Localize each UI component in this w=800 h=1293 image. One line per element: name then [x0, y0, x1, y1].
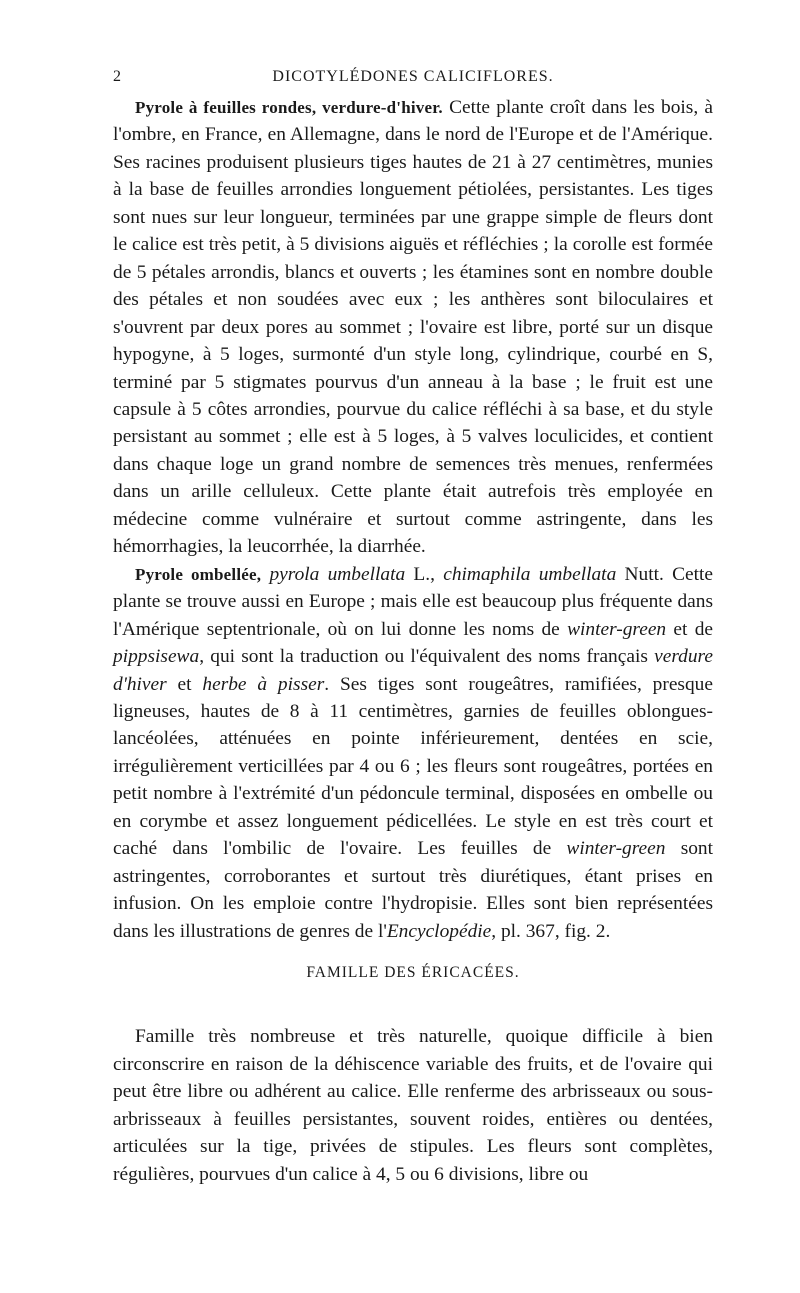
- paragraph-pyrole-rondes: [113, 94, 713, 561]
- vernacular-name: verdure d'hiver: [113, 646, 713, 695]
- work-title: Encyclopédie: [386, 920, 492, 942]
- running-head: [113, 62, 713, 92]
- paragraph-ericacees: Famille très nombreuse et très naturelle, quoique difficile à bien circonscrire en raison de la déhiscence variable des fruits, et de l'ovaire qui peut être libre ou adhérent au calice. Elle renferme des arbrisseaux ou sous-arbrisseaux à feuilles persistantes, souvent roides, entières ou dentées, articulées sur la tige, privées de stipules. Les fleurs sont complètes, régulières, pourvues d'un calice à 4, 5 ou 6 divisions, libre ou: [113, 1026, 713, 1185]
- species-name: pyrola umbellata: [261, 563, 406, 585]
- vernacular-name: pippsisewa: [113, 646, 200, 668]
- paragraph-text: , pl. 367, fig. 2.: [491, 920, 611, 942]
- paragraph-text: et de: [666, 618, 714, 640]
- vernacular-name: herbe à pisser: [202, 673, 325, 695]
- vernacular-name: winter-green: [566, 838, 666, 860]
- vernacular-name: winter-green: [567, 618, 667, 640]
- paragraph-text: Cette plante croît dans les bois, à l'ombre, en France, en Allemagne, dans le nord de l'Europe et de l'Amérique. Ses racines produisent plusieurs tiges hautes de 21 à 27 centimètres, munies à la base de feuilles arrondies longuement pétiolées, persistantes. Les tiges sont nues sur leur longueur, terminées par une grappe simple de fleurs dont le calice est très petit, à 5 divisions aiguës et réfléchies ; la corolle est formée de 5 pétales arrondis, blancs et ouverts ; les étamines sont en nombre double des pétales et non soudées avec eux ; les anthères sont biloculaires et s'ouvrent par deux pores au sommet ; l'ovaire est libre, porté sur un disque hypogyne, à 5 loges, surmonté d'un style long, cylindrique, courbé en S, terminé par 5 stigmates pourvus d'un anneau à la base ; le fruit est une capsule à 5 côtes arrondies, pourvue du calice réfléchi à sa base, et du style persistant au sommet ; elle est à 5 loges, à 5 valves loculicides, et contient dans chaque loge un grand nombre de semences très menues, renfermées dans un arille celluleux. Cette plante était autrefois très employée en médecine comme vulnéraire et surtout comme astringente, dans les hémorrhagies, la leucorrhée, la diarrhée.: [113, 97, 713, 558]
- section-heading: FAMILLE DES ÉRICACÉES.: [306, 964, 520, 981]
- entry-heading: Pyrole à feuilles rondes, verdure-d'hiver.: [135, 98, 443, 117]
- page-number: 2: [113, 68, 122, 85]
- paragraph-text: , qui sont la traduction ou l'équivalent des noms français: [199, 646, 655, 668]
- species-name: chimaphila umbellata: [443, 563, 617, 585]
- paragraph-pyrole-ombellee: [113, 561, 713, 945]
- main-text: [113, 94, 713, 945]
- section-text: [113, 1023, 713, 1189]
- paragraph-text: L.,: [405, 563, 444, 585]
- paragraph-text: Nutt. Cette plante se trouve aussi en Europe ; mais elle est beaucoup plus fréquente dans l'Amérique septentrionale, où on lui donne les noms de: [113, 563, 714, 640]
- running-head-title: DICOTYLÉDONES CALICIFLORES.: [272, 68, 554, 85]
- paragraph-text: sont astringentes, corroborantes et surtout très diurétiques, étant prises en infusion. On les emploie contre l'hydropisie. Elles sont bien représentées dans les illustrations de genres de l': [113, 838, 714, 942]
- paragraph-text: . Ses tiges sont rougeâtres, ramifiées, presque ligneuses, hautes de 8 à 11 centimètres, garnies de feuilles oblongues-lancéolées, atténuées en pointe inférieurement, dentées en scie, irrégulièrement verticillées par 4 ou 6 ; les fleurs sont rougeâtres, portées en petit nombre à l'extrémité d'un pédoncule terminal, disposées en ombelle ou en corymbe et assez longuement pédicellées. Le style en est très court et caché dans l'ombilic de l'ovaire. Les feuilles de: [113, 673, 713, 860]
- paragraph-text: et: [166, 673, 203, 695]
- entry-heading: Pyrole ombellée,: [135, 564, 262, 584]
- book-page: [113, 62, 714, 1185]
